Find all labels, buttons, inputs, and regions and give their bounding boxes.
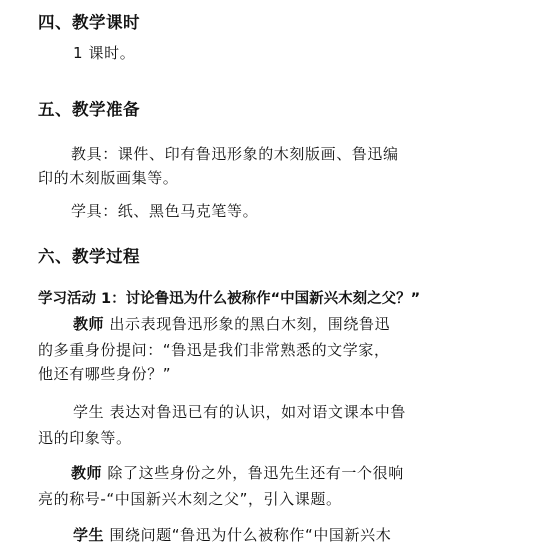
activity-1-title: 学习活动 1：讨论鲁迅为什么被称作“中国新兴木刻之父？” bbox=[38, 291, 421, 307]
heading-teaching-prep: 五、教学准备 bbox=[38, 100, 140, 119]
heading-teaching-hours: 四、教学课时 bbox=[38, 13, 140, 32]
paragraph-text: 表达对鲁迅已有的认识，如对语文课本中鲁 bbox=[109, 403, 406, 421]
paragraph-text: 围绕问题“鲁迅为什么被称作“中国新兴木 bbox=[109, 526, 392, 544]
paragraph-student-2-line1 bbox=[73, 522, 391, 549]
role-label: 教师 bbox=[73, 315, 105, 333]
paragraph-text: 出示表现鲁迅形象的黑白木刻，围绕鲁迅 bbox=[109, 315, 391, 333]
role-label: 学生 bbox=[73, 403, 105, 421]
role-label: 教师 bbox=[71, 464, 103, 482]
paragraph-text: 除了这些身份之外，鲁迅先生还有一个很响 bbox=[107, 464, 404, 482]
paragraph-student-1-line2: 迅的印象等。 bbox=[38, 429, 132, 447]
teacher-tools-line1: 教具：课件、印有鲁迅形象的木刻版画、鲁迅编 bbox=[71, 145, 399, 163]
role-label: 学生 bbox=[73, 526, 105, 544]
paragraph-teacher-1-line1 bbox=[73, 311, 390, 338]
teacher-tools-line2: 印的木刻版画集等。 bbox=[38, 169, 179, 187]
paragraph-teacher-1-line2: 的多重身份提问：“鲁迅是我们非常熟悉的文学家， bbox=[38, 341, 390, 359]
paragraph-teacher-2-line1 bbox=[71, 460, 404, 487]
paragraph-student-1-line1 bbox=[73, 399, 406, 426]
paragraph-teacher-2-line2: 亮的称号-“中国新兴木刻之父”，引入课题。 bbox=[38, 490, 342, 508]
paragraph-teacher-1-line3: 他还有哪些身份？” bbox=[38, 365, 172, 383]
heading-teaching-process: 六、教学过程 bbox=[38, 247, 140, 266]
teaching-hours-text: 1 课时。 bbox=[73, 44, 136, 62]
student-tools: 学具：纸、黑色马克笔等。 bbox=[71, 202, 259, 220]
